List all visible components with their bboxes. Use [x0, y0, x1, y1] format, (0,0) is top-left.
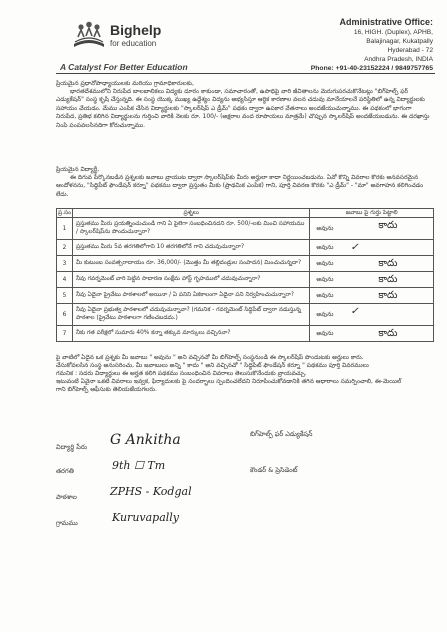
question-number: 7 — [57, 326, 73, 342]
note-line: చేసుకోవలసిన సంస్థ అనుసరించు, మీ జవాబులు అన్ని " కాదు " అని వచ్చినచో " సిద్ధిపేట్ ఫౌండేషన్ కర్నూ " పథకము పూర్తి వివరములు — [56, 362, 369, 369]
question-text: మీ కుటుంబ సంవత్సరాదాయం రూ. 36,000/- (మొత్తం మీ తల్లిదండ్రుల సంపాదన) మించుచున్నదా? — [72, 256, 309, 272]
office-line: Hyderabad - 72 — [387, 47, 433, 54]
question-text: నీవు ఏదైనా ప్రభుత్వ పాఠశాలలో చదువుచున్నావా? (గమనిక - గవర్నమెంట్ సిద్ధిపేట్ ద్వారా నడుస్తున్న పాఠశాల (ప్రైవేటు పాఠశాలగా గణించబడదు.) — [72, 304, 309, 326]
header-divider — [56, 73, 435, 74]
question-row — [57, 288, 434, 304]
answer-yes-label: అవును — [316, 243, 334, 251]
answer-no-mark: కాదు — [378, 220, 398, 231]
question-row — [57, 326, 434, 342]
office-address — [273, 16, 433, 73]
class-value[interactable]: 9th ☐ Tm — [112, 459, 166, 472]
student-name-value[interactable]: G Ankitha — [110, 432, 181, 448]
salutation: ప్రియమైన ప్రధానోపాధ్యాయులకు మరియు గ్రామాధికారులకు, — [56, 80, 194, 87]
book-with-figures-icon — [72, 20, 106, 50]
question-text: ప్రస్తుతము మీరు 5వ తరగతిలోగాని 10 తరగతిలోనే గాని చదువుచున్నారా? — [72, 240, 309, 256]
village-label: గ్రామము — [56, 519, 78, 527]
answer-no-mark: కాదు — [378, 328, 398, 339]
office-title: Administrative Office: — [339, 17, 433, 27]
answer-no-mark: కాదు — [378, 274, 398, 285]
note-line: పై వాటిలో ఏదైన ఒక ప్రశ్నకు మీ జవాబు " అవును " అని వచ్చినచో మీ బిగ్‌హెల్ప్ సంస్థనుండి ఈ స్కాలర్‌షిప్ పొందుటకు అర్హులు కారు. — [56, 354, 364, 361]
sign-org: బిగ్‌హెల్ప్ ఫర్ ఎడ్యుకేషన్ — [250, 430, 313, 438]
question-number: 5 — [57, 288, 73, 304]
answer-cell[interactable] — [310, 256, 434, 272]
question-row — [57, 304, 434, 326]
answer-yes-label: అవును — [316, 224, 334, 232]
answer-yes-label: అవును — [316, 310, 334, 318]
answer-cell[interactable] — [310, 240, 434, 256]
office-line: Andhra Pradesh, INDIA — [364, 56, 433, 63]
question-text: నీవు గవర్నమెంట్ వారి పెట్టిన సాదారణ సంక్షేమ హాస్ట్ గృహములో చదువుచున్నారా? — [72, 272, 309, 288]
sign-role: కౌండర్ & ప్రెసిడెంట్ — [250, 466, 298, 474]
answer-cell[interactable] — [310, 326, 434, 342]
checkmark-icon: ✓ — [350, 242, 359, 253]
intro-paragraph: భారతదేశములోని నిరుపేద బాలబాలికలు విద్యకు దూరం కాకుండా, సమాచారంతో, ఉపాధిపై వారి జీవితాలను మెరుగుపరచుకొనేటట్లు "బిగ్‌హెల్ప్ ఫర్ ఎడ్యుకేషన్" సంస్థ కృషి చేస్తున్నది. ఈ సంస్థ యొక్క ముఖ్య ఉద్దేశ్యం విద్యను అభ్యసిస్తూ ఆర్ధిక కారణాల వలన చదువు మానేయాలనే పరిస్థితిలో ఉన్న విద్యార్థులకు సహాయం చేయడం. మేము ఎంపిక చేసిన విద్యార్థులకు "స్కాలర్‌షిప్ ఎ డ్రీమ్" పథకం ద్వారా ఉపకార వేతనాలు అందజేయుచున్నాము. ఈ పథకంలో భాగంగా నిరుపేద, ప్రతిభ కలిగిన విద్యార్థులను గుర్తించి వారికి నెలకు రూ. 100/- (అక్షరాల వంద రూపాయలు మాత్రమే) చొప్పున స్కాలర్‌షిప్ అందజేయబడును. ఈ దరఖాస్తు నింపి పంపవలసినదిగా కోరుచున్నాము. — [56, 88, 430, 129]
answer-yes-label: అవును — [316, 329, 334, 337]
answer-no-mark: కాదు — [378, 290, 398, 301]
office-line: Balajinagar, Kukatpally — [366, 38, 433, 45]
answer-yes-label: అవును — [316, 275, 334, 283]
question-row — [57, 256, 434, 272]
bighelp-logo — [70, 18, 220, 68]
question-number: 1 — [57, 218, 73, 240]
question-text: ప్రస్తుతము మీరు ప్రయత్నించుచుండి గాని ఏ పైలెగా సంబధించినదని రూ. 500/-లకు మించి సహాయము / స్కాలర్‌షిప్‌ను పొందుచున్నారా? — [72, 218, 309, 240]
brand-name: Bighelp — [110, 22, 162, 38]
answer-yes-label: అవును — [316, 259, 334, 267]
note-line: ఇటువంటి ఏవైనా ఒకటి వివరాలు ఇవ్వక, ఫిర్యాదులకు పై సందర్భాలు స్పందించలేదని నిరూపించుకోవడానికి తగిన ఆధారాలు సమర్పించాలి, ఈ-మెయిల్ — [56, 378, 402, 385]
brand-sub: for education — [110, 39, 157, 48]
question-row — [57, 218, 434, 240]
instructions-paragraph: ఈ దిగువ పేర్కొనబడిన ప్రశ్నలకు జవాబు వ్రాయుట ద్వారా స్కాలర్‌షిప్‌కు మీరు అర్హులా కాదా నిర్ణయించబడును. ఏవో కొన్ని వివరాల కొరకు అనవసరమైన ఆందోళనను, "సిద్ధిపేట్ ఫౌండేషన్ కర్నూ" పథకము ద్వారా ప్రస్తుతం మీకు (ప్రాథమిక ఎంపిక) గాని, పూర్తి వివరణ కొరకు "ఎ డ్రీమ్" - "మా" అవగాహన కలిగించడం లేదు. — [56, 174, 424, 198]
question-number: 6 — [57, 304, 73, 326]
answer-cell[interactable] — [310, 272, 434, 288]
answer-cell[interactable] — [310, 288, 434, 304]
office-phone: Phone: +91-40-23152224 / 9849757765 — [310, 65, 433, 72]
class-label: తరగతి — [56, 467, 74, 475]
col-question-header: ప్రశ్నలు — [72, 209, 309, 218]
question-text: నీవు ఏదైనా ప్రైవేటు పాఠశాలలో అయినా / ఏ పనిని ఏకకాలంగా ఏదైనా పని నిర్వహించుచున్నారా? — [72, 288, 309, 304]
student-name-label: విద్యార్థి పేరు — [56, 443, 88, 451]
answer-no-mark: కాదు — [378, 258, 398, 269]
note-line: గాని బిగ్‌హెల్ప్ ఆఫీసుకు తెలియజేయగలరు. — [56, 386, 157, 393]
school-label: పాఠశాల — [56, 493, 77, 501]
office-line: 16, HIGH. (Duplex), APHB, — [353, 29, 433, 36]
answer-cell[interactable] — [310, 304, 434, 326]
note-line: గమనిక : సదరు విద్యార్థులు ఈ అర్హత కలిగి పథకము సంబంధించిన వివరాలు తెలుసుకొనేందుకు వ్రాయవచ్చు. — [56, 370, 307, 377]
question-row — [57, 272, 434, 288]
question-row — [57, 240, 434, 256]
question-text: నీకు గత పరీక్షలో సుమారు 40% కన్నా తక్కువ మార్కులు వచ్చినవా? — [72, 326, 309, 342]
answer-yes-label: అవును — [316, 291, 334, 299]
answer-cell[interactable] — [310, 218, 434, 240]
village-value[interactable]: Kuruvapally — [112, 511, 180, 524]
col-answer-header: జవాబు పై గుర్తు పెట్టాలి — [310, 209, 434, 218]
question-number: 4 — [57, 272, 73, 288]
col-no-header: ప్ర.సం — [58, 210, 71, 216]
school-value[interactable]: ZPHS - Kodgal — [110, 485, 192, 498]
question-number: 3 — [57, 256, 73, 272]
tagline: A Catalyst For Better Education — [60, 62, 188, 72]
question-number: 2 — [57, 240, 73, 256]
eligibility-table — [56, 208, 434, 342]
student-salutation: ప్రియమైన విద్యార్థీ, — [56, 166, 100, 173]
checkmark-icon: ✓ — [350, 306, 359, 317]
